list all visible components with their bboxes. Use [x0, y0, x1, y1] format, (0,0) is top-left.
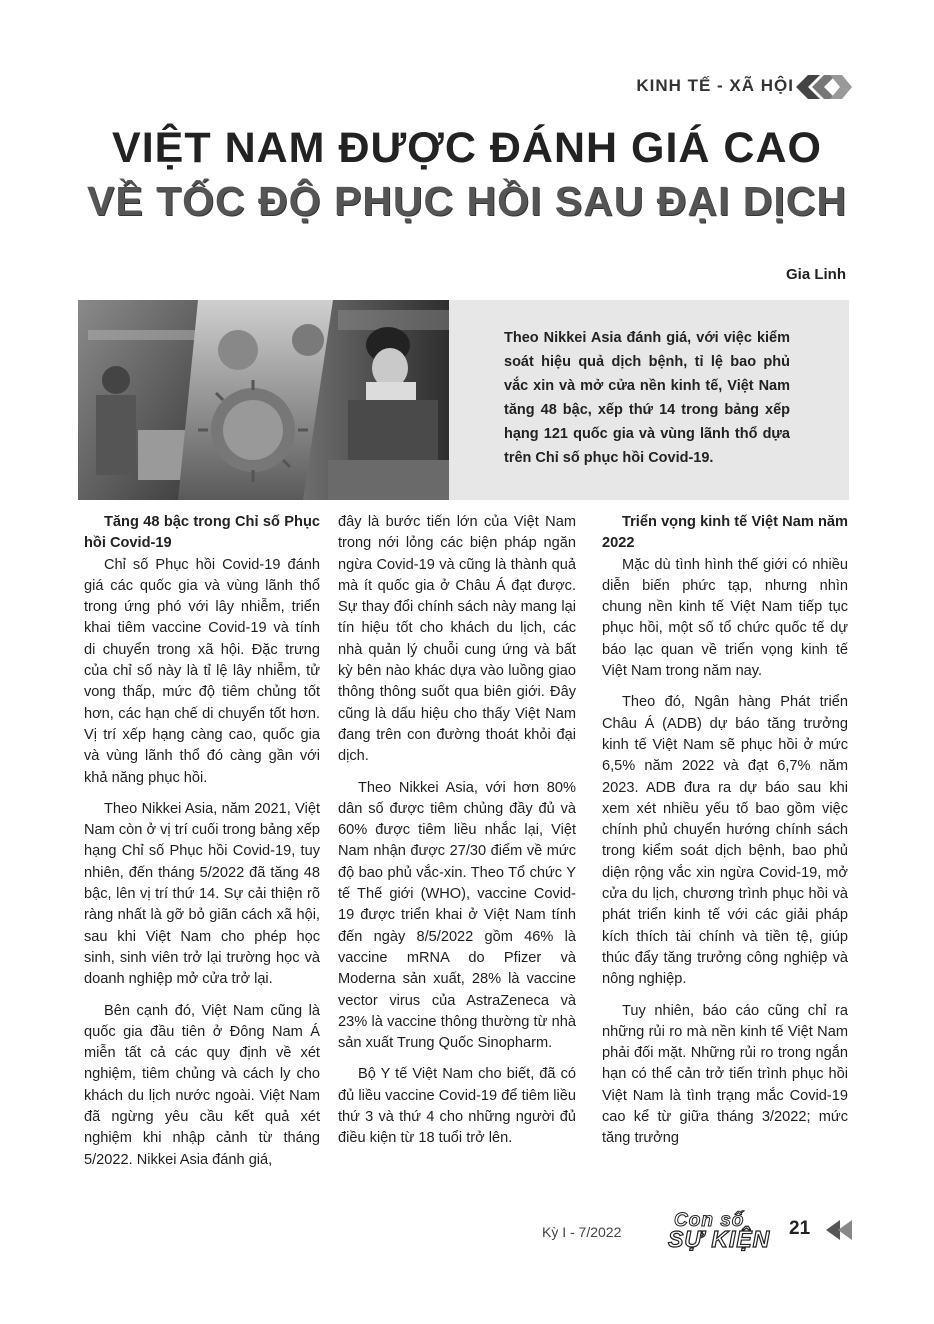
lead-paragraph: Theo Nikkei Asia đánh giá, với việc kiểm soát hiệu quả dịch bệnh, tỉ lệ bao phủ vắc xin và mở cửa nền kinh tế, Việt Nam tăng 48 bậc, xếp thứ 14 trong bảng xếp hạng 121 quốc gia và vùng lãnh thổ dựa trên Chỉ số phục hồi Covid-19. [504, 330, 790, 466]
logo-line-1: Con số [674, 1210, 745, 1231]
paragraph: Mặc dù tình hình thế giới có nhiều diễn biến phức tạp, nhưng nhìn chung nền kinh tế Việt Nam tiếp tục phục hồi, một số tổ chức quốc tế dự báo lạc quan về triển vọng kinh tế Việt Nam trong năm nay. [602, 556, 848, 680]
paragraph: đây là bước tiến lớn của Việt Nam trong nới lỏng các biện pháp ngăn ngừa Covid-19 và cũng là thành quả mà ít quốc gia ở Châu Á đạt được. Sự thay đổi chính sách này mang lại tín hiệu tốt cho khách du lịch, các nhà quản lý chuỗi cung ứng và bất kỳ bên nào khác dựa vào luồng giao thông thông suốt qua biên giới. Đây cũng là dấu hiệu cho thấy Việt Nam đang trên con đường thoát khỏi đại dịch. [338, 514, 576, 765]
logo-line-2: SỰ KIỆN [668, 1226, 771, 1252]
chevron-right-icon [796, 72, 852, 102]
issue-label: Kỳ I - 7/2022 [542, 1224, 622, 1240]
paragraph: Bộ Y tế Việt Nam cho biết, đã có đủ liều vaccine Covid-19 để tiêm liều thứ 3 và thứ 4 cho những người đủ điều kiện từ 18 tuổi trở lên. [338, 1066, 576, 1147]
article-column-1 [84, 512, 320, 1181]
article-title-line1: VIỆT NAM ĐƯỢC ĐÁNH GIÁ CAO [112, 124, 822, 172]
article-photo-collage [78, 300, 449, 500]
article-column-2 [338, 512, 576, 1160]
subheading: Tăng 48 bậc trong Chỉ số Phục hồi Covid-19 [84, 514, 320, 552]
paragraph: Theo đó, Ngân hàng Phát triển Châu Á (ADB) dự báo tăng trưởng kinh tế Việt Nam sẽ phục hồi ở mức 6,5% năm 2022 và đạt 6,7% năm 2023. ADB đưa ra dự báo sau khi xem xét nhiều yếu tố bao gồm việc chính phủ chuyển hướng chính sách trong kiểm soát dịch bệnh, bao phủ diện rộng vắc xin ngừa Covid-19, mở cửa du lịch, chương trình phục hồi và phát triển kinh tế với các giải pháp kích thích tài chính và tiền tệ, giúp thúc đẩy tăng trưởng công nghiệp và nông nghiệp. [602, 694, 848, 988]
arrow-left-icon [826, 1219, 852, 1241]
paragraph: Chỉ số Phục hồi Covid-19 đánh giá các quốc gia và vùng lãnh thổ trong ứng phó với lây nhiễm, triển khai tiêm vaccine Covid-19 và tính di chuyển trong xã hội. Đặc trưng của chỉ số này là tỉ lệ lây nhiễm, tử vong thấp, mức độ tiêm chủng tốt hơn, các hạn chế di chuyển tốt hơn. Vị trí xếp hạng càng cao, quốc gia và vùng lãnh thổ đó càng gần với khả năng phục hồi. [84, 556, 320, 786]
paragraph: Theo Nikkei Asia, năm 2021, Việt Nam còn ở vị trí cuối trong bảng xếp hạng Chỉ số Phục hồi Covid-19, tuy nhiên, đến tháng 5/2022 đã tăng 48 bậc, lên vị trí thứ 14. Sự cải thiện rõ ràng nhất là gỡ bỏ giãn cách xã hội, sau khi Việt Nam cho phép học sinh, sinh viên trở lại trường học và doanh nghiệp mở cửa trở lại. [84, 800, 320, 988]
subheading: Triển vọng kinh tế Việt Nam năm 2022 [602, 514, 848, 552]
section-label: KINH TẾ - XÃ HỘI [636, 76, 794, 95]
paragraph: Tuy nhiên, báo cáo cũng chỉ ra những rủi ro mà nền kinh tế Việt Nam phải đối mặt. Những rủi ro trong ngắn hạn có thể cản trở tiến trình phục hồi Việt Nam là tình trạng mắc Covid-19 cao kể từ giữa tháng 3/2022; mức tăng trưởng [602, 1002, 848, 1147]
author-byline: Gia Linh [786, 266, 846, 283]
page-number: 21 [789, 1218, 811, 1239]
paragraph: Theo Nikkei Asia, với hơn 80% dân số được tiêm chủng đầy đủ và 60% được tiêm liều nhắc lại, Việt Nam nhận được 27/30 điểm về mức độ bao phủ vắc-xin. Theo Tổ chức Y tế Thế giới (WHO), vaccine Covid-19 được triển khai ở Việt Nam tính đến ngày 8/5/2022 gồm 46% là vaccine mRNA do Pfizer và Moderna sản xuất, 28% là vaccine vector virus của AstraZeneca và 23% là vaccine thông thường từ nhà sản xuất Trung Quốc Sinopharm. [338, 779, 576, 1052]
article-title-line2: VỀ TỐC ĐỘ PHỤC HỒI SAU ĐẠI DỊCH [87, 178, 847, 224]
magazine-logo [668, 1210, 778, 1252]
article-column-3 [602, 512, 848, 1160]
paragraph: Bên cạnh đó, Việt Nam cũng là quốc gia đầu tiên ở Đông Nam Á miễn tất cả các quy định về xét nghiệm, tiêm chủng và cách ly cho khách du lịch nước ngoài. Việt Nam đã ngừng yêu cầu kết quả xét nghiệm khi nhập cảnh từ tháng 5/2022. Nikkei Asia đánh giá, [84, 1002, 320, 1168]
